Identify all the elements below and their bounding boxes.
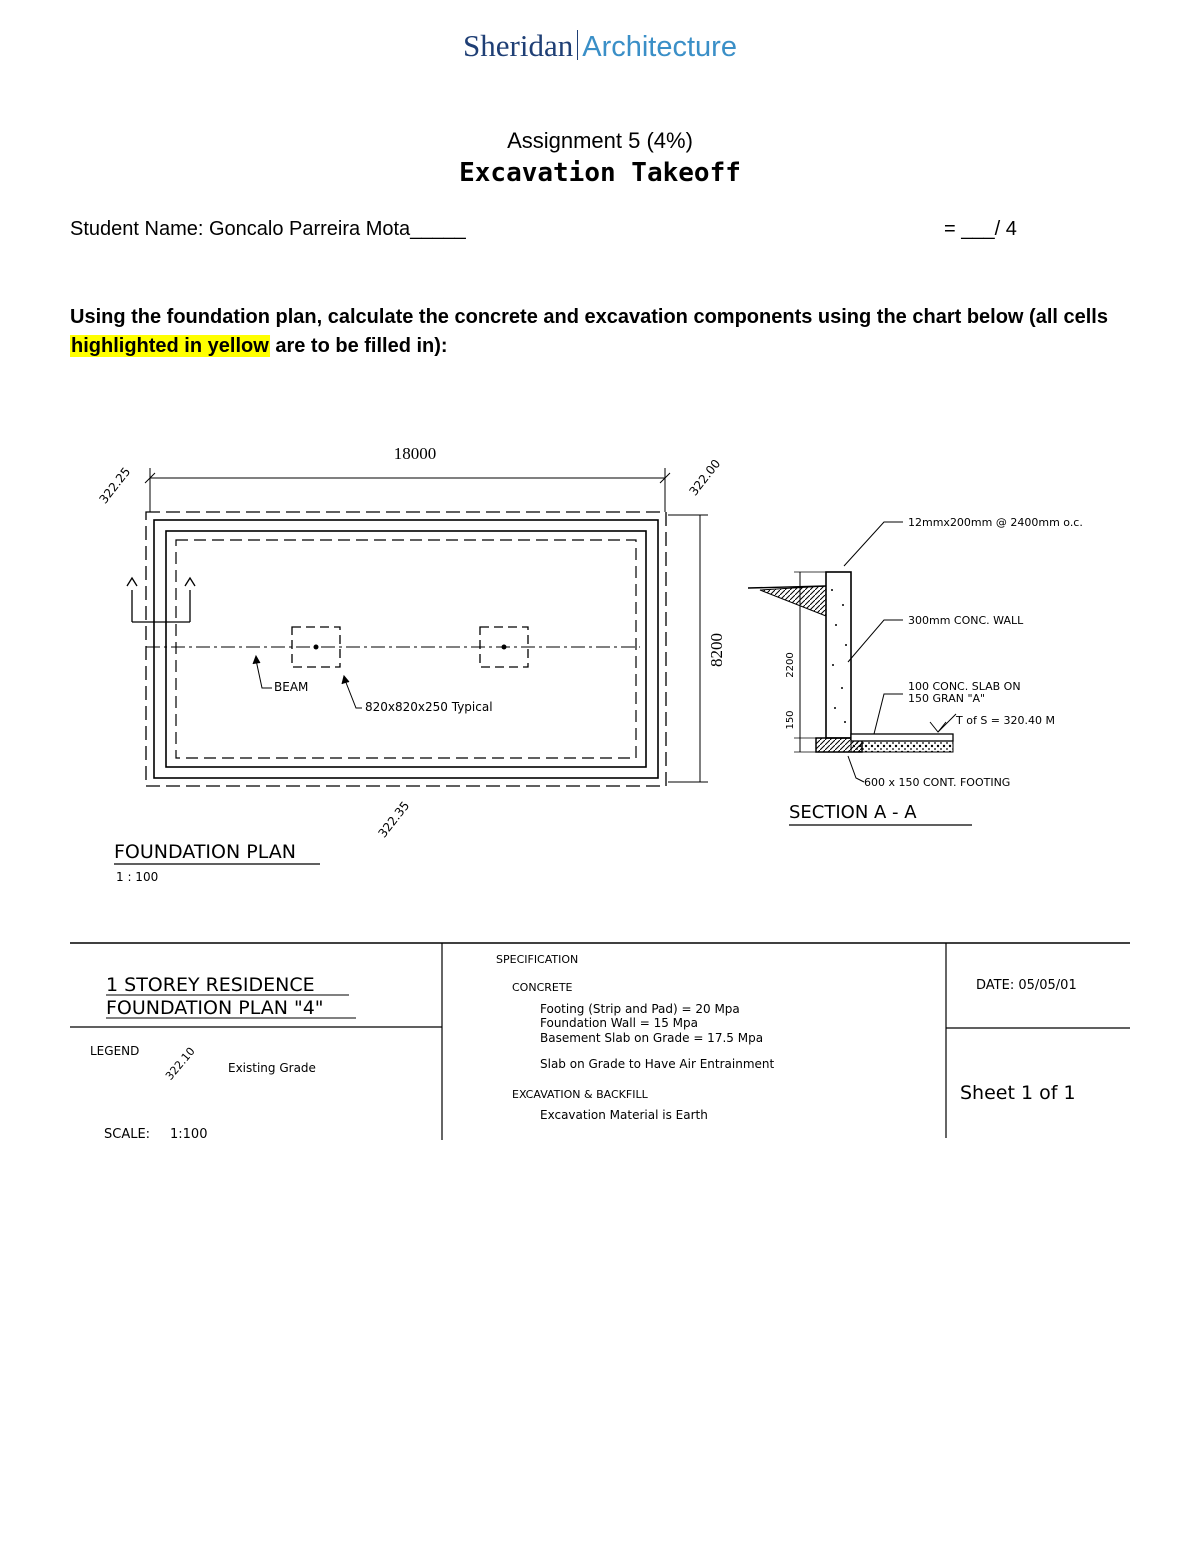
wall-leader xyxy=(848,620,903,662)
legend-text: Existing Grade xyxy=(228,1061,316,1075)
project-title-line2: FOUNDATION PLAN "4" xyxy=(106,997,324,1019)
spec-title: SPECIFICATION xyxy=(496,953,579,966)
slab-label-line2: 150 GRAN "A" xyxy=(908,692,986,705)
section-title: SECTION A - A xyxy=(789,802,917,823)
grade-elevation-nw: 322.25 xyxy=(96,464,134,507)
footing-outline xyxy=(146,512,666,786)
logo-brand: Sheridan xyxy=(463,28,574,63)
column-2 xyxy=(502,645,507,650)
pad-leader-arrow xyxy=(342,676,349,684)
granular-a-layer xyxy=(851,741,953,752)
top-of-slab-label: T of S = 320.40 M xyxy=(956,714,1055,727)
grade-elevation-s: 322.35 xyxy=(375,798,413,841)
project-title-line1: 1 STOREY RESIDENCE xyxy=(106,974,315,996)
excavation-heading: EXCAVATION & BACKFILL xyxy=(512,1088,648,1101)
footing-inner-outline xyxy=(176,540,636,758)
column-1 xyxy=(314,645,319,650)
footing-leader xyxy=(848,756,864,782)
rebar-label: 12mmx200mm @ 2400mm o.c. xyxy=(908,516,1083,529)
grade-elevation-ne: 322.00 xyxy=(686,456,724,499)
sheet-number: Sheet 1 of 1 xyxy=(960,1082,1076,1104)
section-arrow-left xyxy=(127,578,137,586)
footing-label: 600 x 150 CONT. FOOTING xyxy=(864,776,1011,789)
rebar-leader xyxy=(844,522,903,566)
slab-on-grade-section xyxy=(851,734,953,741)
section-arrow-right xyxy=(185,578,195,586)
pad-label: 820x820x250 Typical xyxy=(365,700,493,714)
spec-footing: Footing (Strip and Pad) = 20 Mpa xyxy=(540,1002,740,1016)
instructions-part2: are to be filled in): xyxy=(269,335,448,357)
student-name-line: Student Name: Goncalo Parreira Mota_____ xyxy=(70,218,466,240)
plan-scale: 1 : 100 xyxy=(116,870,159,884)
plan-title: FOUNDATION PLAN xyxy=(114,841,296,863)
pad-leader xyxy=(345,680,362,708)
foundation-plan xyxy=(96,444,726,884)
assignment-subtitle: Excavation Takeoff xyxy=(459,158,741,188)
foundation-wall-outer xyxy=(154,520,658,778)
top-of-slab-marker-line xyxy=(938,714,956,732)
section-a-a xyxy=(748,516,1083,825)
length-dimension: 18000 xyxy=(393,444,437,463)
slab-leader xyxy=(874,694,903,734)
beam-leader-arrow xyxy=(253,656,260,664)
legend-label: LEGEND xyxy=(90,1044,140,1058)
earth-backfill xyxy=(760,586,826,616)
foundation-wall-inner xyxy=(166,531,646,767)
wall-height-dimension: 2200 xyxy=(785,652,796,678)
width-dimension: 8200 xyxy=(707,633,726,667)
slab-label-line1: 100 CONC. SLAB ON xyxy=(908,680,1021,693)
instructions-highlight: highlighted in yellow xyxy=(71,335,269,357)
beam-label: BEAM xyxy=(274,680,309,694)
assignment-title: Assignment 5 (4%) xyxy=(507,128,693,153)
scale-label: SCALE: xyxy=(104,1127,151,1142)
logo-program: Architecture xyxy=(582,31,737,63)
spec-wall: Foundation Wall = 15 Mpa xyxy=(540,1016,699,1030)
scale-value: 1:100 xyxy=(170,1127,208,1142)
instructions-part1: Using the foundation plan, calculate the concrete and excavation components using the chart below (all cells xyxy=(70,306,1108,328)
wall-label: 300mm CONC. WALL xyxy=(908,614,1024,627)
foundation-wall-section xyxy=(826,572,851,738)
spec-slab: Basement Slab on Grade = 17.5 Mpa xyxy=(540,1031,764,1045)
beam-leader xyxy=(256,660,272,688)
title-block xyxy=(70,943,1130,1142)
concrete-heading: CONCRETE xyxy=(512,981,573,994)
drawing-date: DATE: 05/05/01 xyxy=(976,978,1077,993)
footing-height-dimension: 150 xyxy=(785,710,796,730)
excavation-text: Excavation Material is Earth xyxy=(540,1108,708,1122)
spec-air: Slab on Grade to Have Air Entrainment xyxy=(540,1057,775,1071)
grade-line: = ___/ 4 xyxy=(944,218,1017,240)
legend-elevation: 322.10 xyxy=(162,1044,198,1083)
